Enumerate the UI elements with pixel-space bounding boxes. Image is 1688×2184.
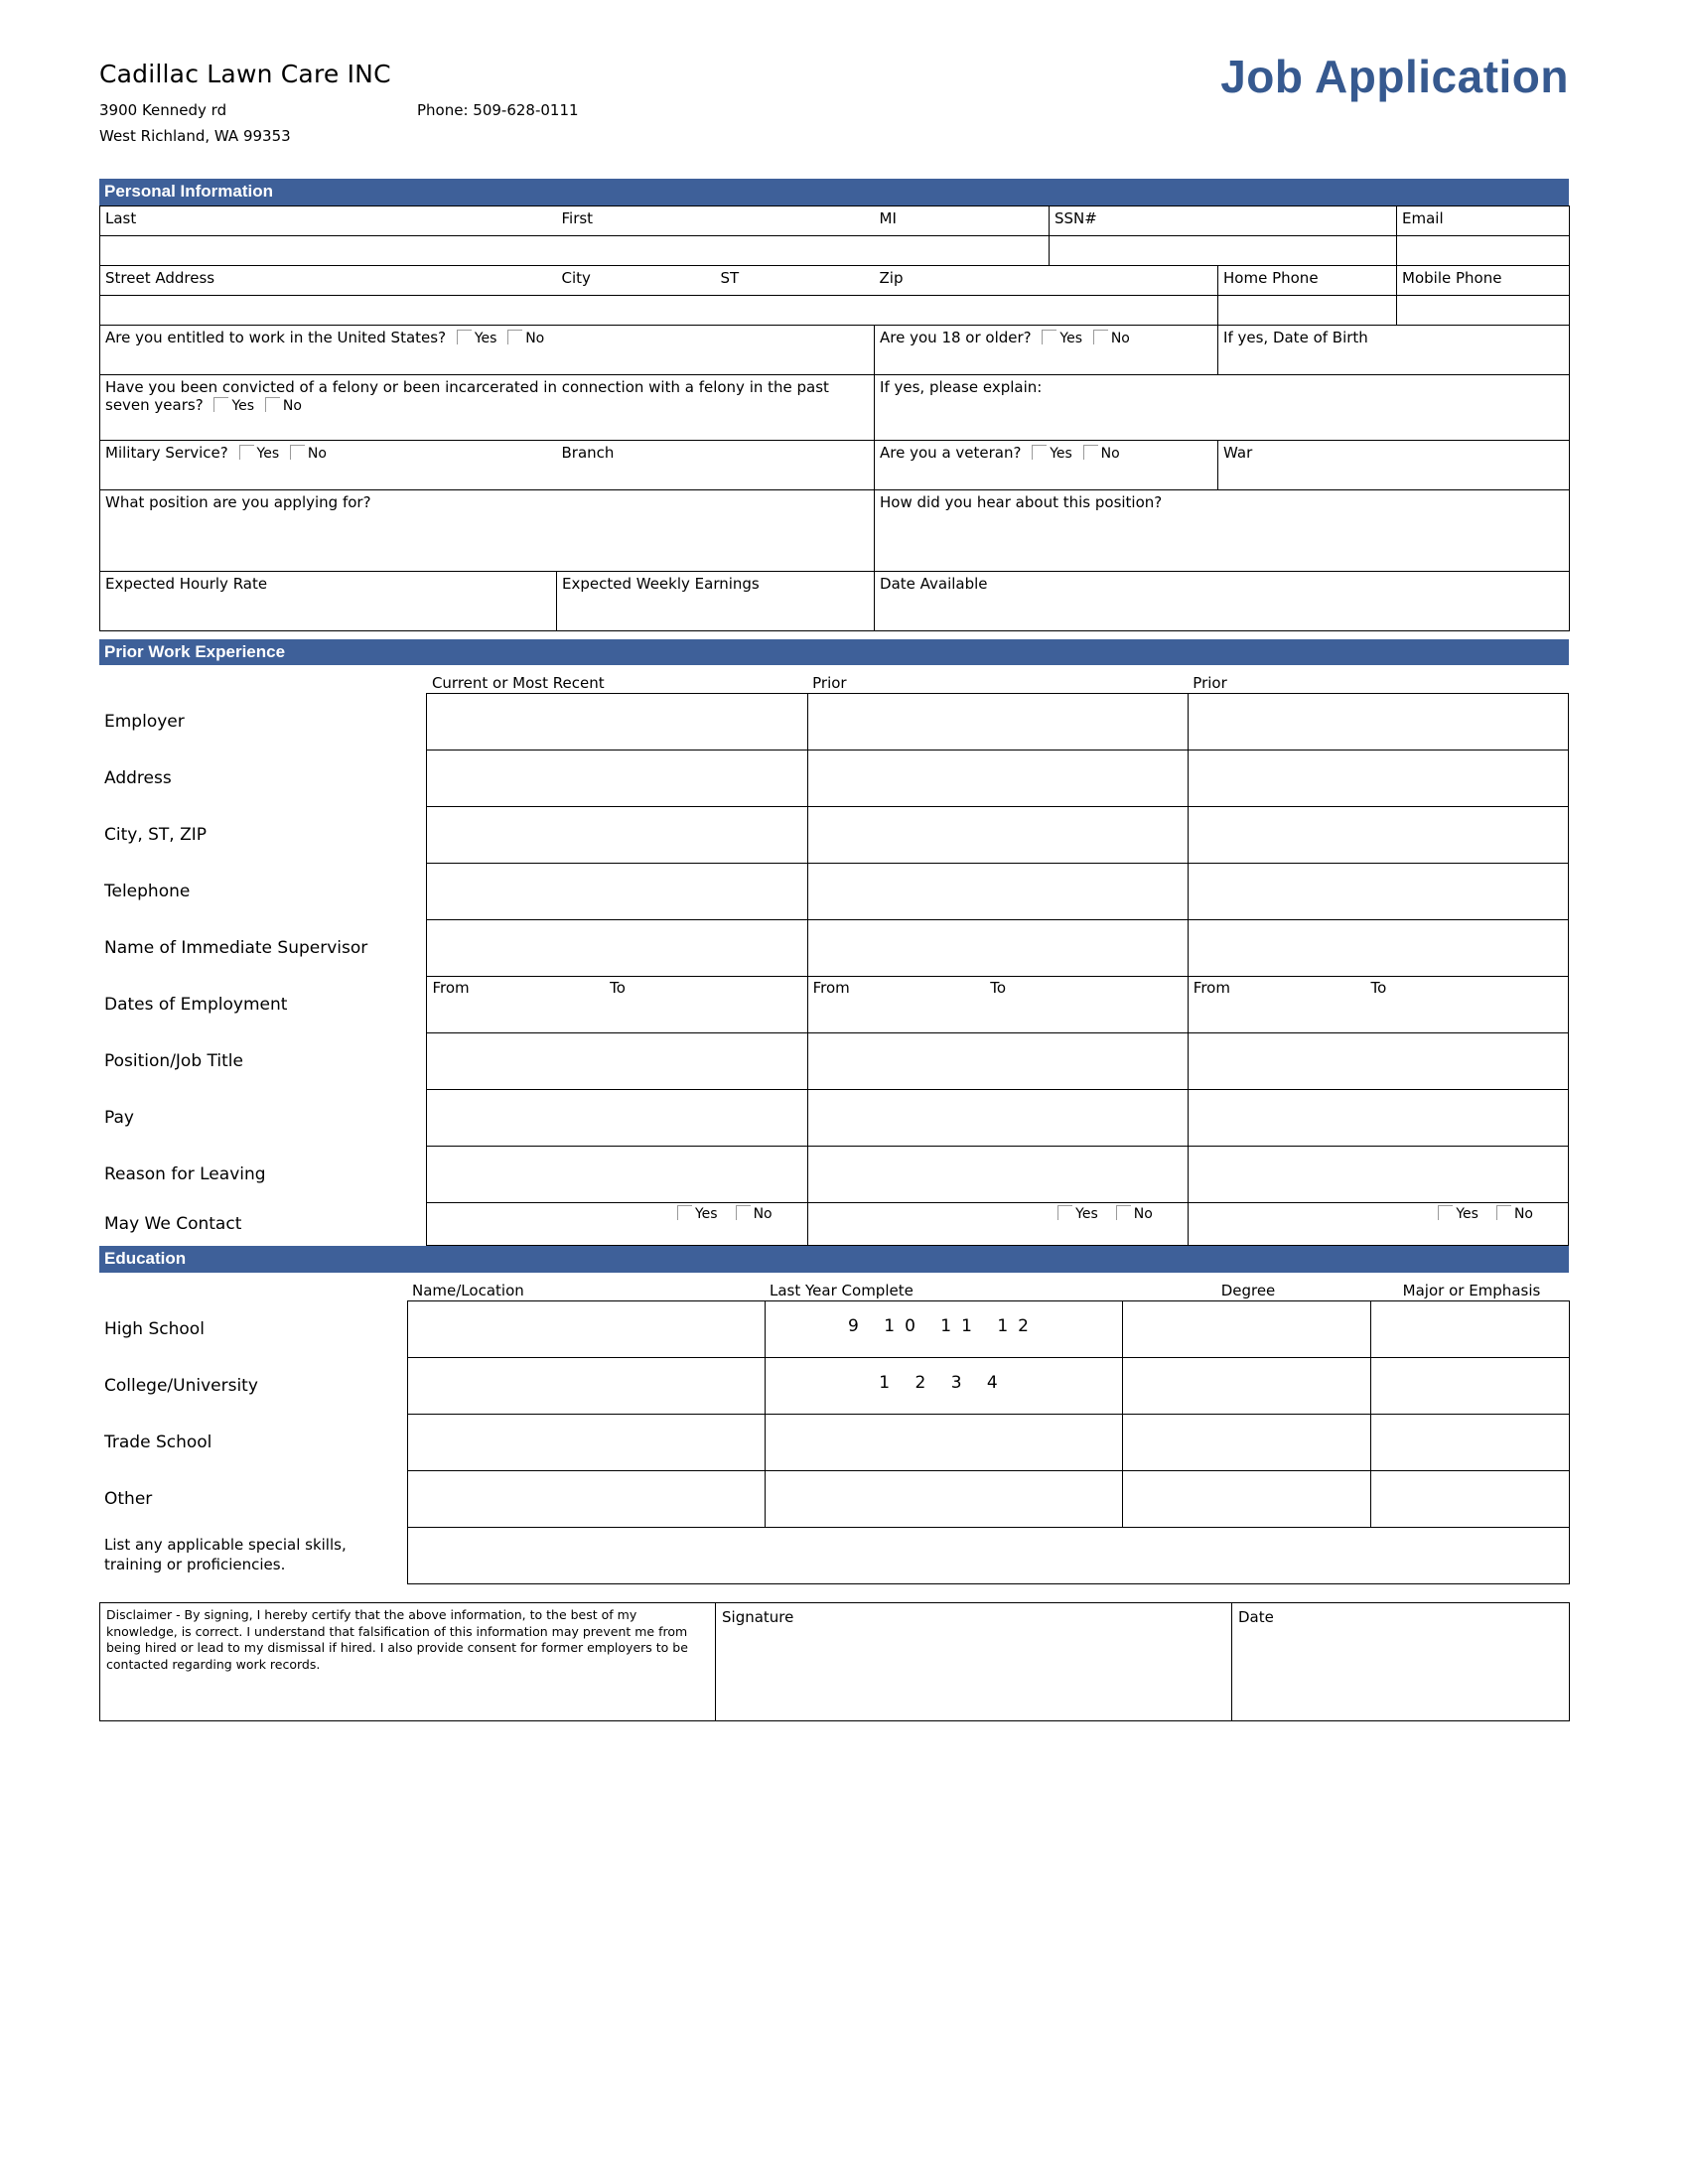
checkbox-felony-yes[interactable] (213, 398, 254, 414)
checkbox-label-no: No (1513, 1206, 1533, 1223)
work-cell-citystzip-current[interactable] (427, 807, 807, 864)
field-label-expected-weekly: Expected Weekly Earnings (562, 574, 760, 593)
field-email[interactable] (1397, 205, 1570, 235)
field-expected-hourly-rate[interactable] (100, 571, 557, 630)
checkbox-icon[interactable] (457, 330, 472, 344)
field-date-of-birth[interactable] (1218, 325, 1570, 374)
field-street-blank[interactable] (100, 295, 557, 325)
checkbox-age18-yes[interactable] (1042, 331, 1082, 346)
checkbox-icon[interactable] (1116, 1205, 1131, 1220)
field-ssn[interactable] (1050, 205, 1397, 235)
checkbox-icon[interactable] (1093, 330, 1108, 344)
work-cell-reason-current[interactable] (427, 1147, 807, 1203)
checkbox-veteran-yes[interactable] (1032, 446, 1072, 462)
work-column-header-prior-2: Prior (1193, 674, 1227, 693)
checkbox-icon[interactable] (1496, 1205, 1511, 1220)
work-cell-address-current[interactable] (427, 751, 807, 807)
field-label-felony-explain: If yes, please explain: (880, 377, 1043, 396)
checkbox-label-yes: Yes (1050, 445, 1072, 462)
work-row-label-may-we-contact: May We Contact (104, 1214, 242, 1235)
field-entitled-to-work[interactable] (100, 325, 875, 374)
checkbox-icon[interactable] (290, 445, 305, 460)
checkbox-icon[interactable] (1042, 330, 1056, 344)
field-home-phone-blank[interactable] (1218, 295, 1397, 325)
table-row (100, 374, 1570, 440)
field-label-ssn: SSN# (1055, 208, 1097, 227)
checkbox-icon[interactable] (1438, 1205, 1453, 1220)
field-first-name[interactable] (557, 205, 875, 235)
field-state[interactable] (716, 265, 875, 295)
field-label-first: First (561, 208, 594, 227)
education-cell-trade-name[interactable] (407, 1414, 765, 1470)
work-column-headers (99, 665, 1569, 694)
table-row (99, 1470, 1569, 1527)
field-veteran[interactable] (875, 440, 1218, 489)
education-cell-college-major[interactable] (1370, 1357, 1569, 1414)
field-label-state: ST (720, 268, 740, 287)
education-table (99, 1273, 1570, 1584)
field-label-date-of-birth: If yes, Date of Birth (1223, 328, 1368, 346)
education-cell-trade-years[interactable] (765, 1414, 1122, 1470)
table-row (100, 205, 1570, 235)
table-row (99, 1527, 1569, 1583)
work-cell-telephone-prior1[interactable] (807, 864, 1188, 920)
checkbox-label-yes: Yes (231, 397, 255, 414)
education-column-header-degree: Degree (1220, 1281, 1276, 1299)
field-label-zip: Zip (879, 268, 904, 287)
checkbox-icon[interactable] (1083, 445, 1098, 460)
work-cell-employer-current[interactable] (427, 694, 807, 751)
field-label-veteran: Are you a veteran? (880, 443, 1022, 462)
work-row-label-address: Address (104, 768, 172, 789)
education-college-year-options[interactable]: 1 2 3 4 (879, 1372, 1008, 1393)
field-first-name-blank[interactable] (557, 235, 875, 265)
checkbox-label-no: No (1110, 330, 1130, 346)
work-row-label-dates-employment: Dates of Employment (104, 995, 288, 1016)
field-felony-question[interactable] (100, 374, 875, 440)
work-cell-contact-prior2[interactable] (1188, 1203, 1568, 1246)
education-cell-highschool-name[interactable] (407, 1300, 765, 1357)
education-highschool-year-options[interactable]: 9 10 11 12 (848, 1315, 1039, 1336)
checkbox-icon[interactable] (507, 330, 522, 344)
table-row (100, 489, 1570, 571)
table-row (100, 440, 1570, 489)
table-row (100, 325, 1570, 374)
table-row (99, 751, 1569, 807)
field-label-expected-hourly: Expected Hourly Rate (105, 574, 268, 593)
field-label-city: City (561, 268, 591, 287)
checkbox-icon[interactable] (1057, 1205, 1072, 1220)
field-label-how-hear: How did you hear about this position? (880, 492, 1163, 511)
field-label-age-18: Are you 18 or older? (880, 328, 1032, 346)
table-row (100, 571, 1570, 630)
field-mobile-phone-blank[interactable] (1397, 295, 1570, 325)
field-home-phone[interactable] (1218, 265, 1397, 295)
work-row-label-pay: Pay (104, 1108, 134, 1129)
work-cell-address-prior1[interactable] (807, 751, 1188, 807)
field-ssn-blank[interactable] (1050, 235, 1397, 265)
work-cell-dates-current[interactable] (427, 977, 807, 1033)
work-row-label-telephone: Telephone (104, 882, 191, 902)
education-column-headers (99, 1273, 1569, 1301)
field-last-name[interactable] (100, 205, 557, 235)
checkbox-contact-prior1-no[interactable] (1116, 1205, 1153, 1222)
field-military-branch[interactable] (557, 440, 875, 489)
education-cell-college-years[interactable] (765, 1357, 1122, 1414)
field-zip[interactable] (875, 265, 1218, 295)
checkbox-label-no: No (307, 445, 327, 462)
work-cell-telephone-current[interactable] (427, 864, 807, 920)
section-header-personal-information: Personal Information (99, 179, 1569, 205)
date-label: Date (1238, 1607, 1274, 1626)
work-cell-employer-prior2[interactable] (1188, 694, 1568, 751)
education-column-header-major: Major or Emphasis (1402, 1281, 1541, 1299)
checkbox-label-yes: Yes (1456, 1206, 1478, 1223)
table-row (99, 1033, 1569, 1090)
field-label-military-service: Military Service? (105, 443, 228, 462)
field-label-felony: Have you been convicted of a felony or been incarcerated in connection with a felony in the past seven years? (105, 377, 829, 414)
disclaimer-text: Disclaimer - By signing, I hereby certify that the above information, to the best of my knowledge, is correct. I understand that falsification of this information may prevent me from being hired or lead to my dismissal if hired. I also provide consent for former employers to be contacted regarding work records. (106, 1606, 688, 1673)
table-row (99, 1090, 1569, 1147)
work-cell-supervisor-prior1[interactable] (807, 920, 1188, 977)
field-label-mi: MI (879, 208, 897, 227)
field-city[interactable] (557, 265, 716, 295)
checkbox-contact-prior2-yes[interactable] (1438, 1205, 1478, 1222)
work-cell-telephone-prior2[interactable] (1188, 864, 1568, 920)
work-cell-dates-prior1[interactable] (807, 977, 1188, 1033)
work-dates-from-label-prior1: From (812, 979, 850, 998)
work-cell-position-current[interactable] (427, 1033, 807, 1090)
field-expected-weekly-earnings[interactable] (557, 571, 875, 630)
field-label-branch: Branch (561, 443, 615, 462)
table-row-spacer (100, 235, 1570, 265)
table-row (99, 807, 1569, 864)
checkbox-entitled-work-no[interactable] (507, 331, 544, 346)
table-row (99, 1203, 1569, 1246)
checkbox-label-yes: Yes (1075, 1206, 1098, 1223)
work-dates-to-label-current: To (610, 979, 626, 998)
work-dates-to-label-prior2: To (1370, 979, 1387, 998)
work-dates-to-label-prior1: To (990, 979, 1007, 998)
field-zip-blank[interactable] (875, 295, 1218, 325)
education-row-label-high-school: High School (104, 1318, 205, 1339)
work-column-header-prior-1: Prior (812, 674, 847, 693)
checkbox-label-no: No (1100, 445, 1120, 462)
field-mi-blank[interactable] (875, 235, 1050, 265)
checkbox-icon[interactable] (677, 1205, 692, 1220)
field-position-applying-for[interactable] (100, 489, 875, 571)
work-cell-position-prior2[interactable] (1188, 1033, 1568, 1090)
table-row (99, 694, 1569, 751)
education-row-label-trade-school: Trade School (104, 1432, 212, 1452)
table-row (99, 1300, 1569, 1357)
table-row (99, 920, 1569, 977)
checkbox-age18-no[interactable] (1093, 331, 1130, 346)
work-cell-pay-current[interactable] (427, 1090, 807, 1147)
work-cell-pay-prior1[interactable] (807, 1090, 1188, 1147)
work-cell-position-prior1[interactable] (807, 1033, 1188, 1090)
field-date-available[interactable] (875, 571, 1570, 630)
field-felony-explanation[interactable] (875, 374, 1570, 440)
signature-cell[interactable] (716, 1602, 1232, 1720)
table-row (99, 1147, 1569, 1203)
field-label-mobile-phone: Mobile Phone (1402, 268, 1502, 287)
education-cell-trade-major[interactable] (1370, 1414, 1569, 1470)
work-cell-address-prior2[interactable] (1188, 751, 1568, 807)
education-row-label-college: College/University (104, 1375, 258, 1396)
date-cell[interactable] (1232, 1602, 1570, 1720)
education-cell-trade-degree[interactable] (1122, 1414, 1370, 1470)
checkbox-icon[interactable] (213, 397, 228, 412)
field-state-blank[interactable] (716, 295, 875, 325)
education-cell-highschool-years[interactable] (765, 1300, 1122, 1357)
work-row-label-position-title: Position/Job Title (104, 1051, 243, 1072)
section-header-prior-work-experience: Prior Work Experience (99, 639, 1569, 666)
field-label-date-available: Date Available (880, 574, 988, 593)
table-row (99, 977, 1569, 1033)
table-row (100, 1602, 1570, 1720)
checkbox-contact-prior1-yes[interactable] (1057, 1205, 1098, 1222)
checkbox-label-no: No (525, 330, 545, 346)
document-header (99, 51, 1569, 179)
company-name: Cadillac Lawn Care INC (99, 60, 391, 88)
field-last-name-blank[interactable] (100, 235, 557, 265)
education-cell-other-degree[interactable] (1122, 1470, 1370, 1527)
disclaimer-signature-table (99, 1602, 1570, 1721)
personal-information-table (99, 205, 1570, 631)
checkbox-icon[interactable] (239, 445, 254, 460)
checkbox-label-yes: Yes (256, 445, 280, 462)
work-cell-contact-current[interactable] (427, 1203, 807, 1246)
work-row-label-spacer (99, 665, 427, 694)
checkbox-contact-current-yes[interactable] (677, 1205, 718, 1222)
education-cell-special-skills[interactable] (407, 1527, 1569, 1583)
work-row-label-employer: Employer (104, 712, 185, 733)
work-cell-citystzip-prior1[interactable] (807, 807, 1188, 864)
checkbox-label-yes: Yes (694, 1206, 718, 1223)
work-cell-reason-prior2[interactable] (1188, 1147, 1568, 1203)
field-how-did-you-hear[interactable] (875, 489, 1570, 571)
education-cell-highschool-degree[interactable] (1122, 1300, 1370, 1357)
form-sheet (99, 51, 1569, 1721)
work-dates-from-label-prior2: From (1193, 979, 1230, 998)
prior-work-experience-table (99, 665, 1569, 1246)
work-column-header-current: Current or Most Recent (431, 674, 605, 693)
work-dates-from-label-current: From (432, 979, 470, 998)
table-row-spacer (100, 295, 1570, 325)
work-row-label-reason-leaving: Reason for Leaving (104, 1164, 266, 1185)
table-row (99, 1414, 1569, 1470)
field-street-address[interactable] (100, 265, 557, 295)
checkbox-military-no[interactable] (290, 446, 327, 462)
education-column-header-last-year: Last Year Complete (770, 1281, 914, 1299)
checkbox-contact-prior2-no[interactable] (1496, 1205, 1533, 1222)
checkbox-contact-current-no[interactable] (736, 1205, 773, 1222)
table-row (99, 1357, 1569, 1414)
table-row (99, 864, 1569, 920)
checkbox-veteran-no[interactable] (1083, 446, 1120, 462)
company-address-line1: 3900 Kennedy rd (99, 101, 227, 119)
field-label-position-applying: What position are you applying for? (105, 492, 371, 511)
checkbox-military-yes[interactable] (239, 446, 280, 462)
field-age-18-or-older[interactable] (875, 325, 1218, 374)
education-cell-other-name[interactable] (407, 1470, 765, 1527)
checkbox-icon[interactable] (736, 1205, 751, 1220)
education-row-label-special-skills: List any applicable special skills, training or proficiencies. (104, 1536, 347, 1573)
work-row-label-city-st-zip: City, ST, ZIP (104, 825, 208, 846)
field-city-blank[interactable] (557, 295, 716, 325)
checkbox-label-no: No (753, 1206, 773, 1223)
checkbox-icon[interactable] (265, 397, 280, 412)
work-cell-supervisor-current[interactable] (427, 920, 807, 977)
work-cell-employer-prior1[interactable] (807, 694, 1188, 751)
work-cell-dates-prior2[interactable] (1188, 977, 1568, 1033)
work-cell-pay-prior2[interactable] (1188, 1090, 1568, 1147)
education-cell-other-years[interactable] (765, 1470, 1122, 1527)
field-label-war: War (1223, 443, 1253, 462)
education-row-label-other: Other (104, 1488, 153, 1509)
field-label-entitled-to-work: Are you entitled to work in the United States? (105, 328, 447, 346)
field-military-service[interactable] (100, 440, 557, 489)
field-label-last: Last (105, 208, 137, 227)
checkbox-label-no: No (1133, 1206, 1153, 1223)
education-cell-other-major[interactable] (1370, 1470, 1569, 1527)
company-address-line2: West Richland, WA 99353 (99, 127, 291, 145)
field-mobile-phone[interactable] (1397, 265, 1570, 295)
document-title: Job Application (1220, 51, 1569, 102)
education-cell-highschool-major[interactable] (1370, 1300, 1569, 1357)
work-cell-citystzip-prior2[interactable] (1188, 807, 1568, 864)
checkbox-label-yes: Yes (474, 330, 497, 346)
work-cell-reason-prior1[interactable] (807, 1147, 1188, 1203)
field-label-street-address: Street Address (105, 268, 215, 287)
work-row-label-supervisor: Name of Immediate Supervisor (104, 938, 368, 959)
checkbox-label-no: No (282, 397, 302, 414)
section-header-education: Education (99, 1246, 1569, 1273)
checkbox-entitled-work-yes[interactable] (457, 331, 497, 346)
field-email-blank[interactable] (1397, 235, 1570, 265)
education-row-label-spacer (99, 1273, 407, 1301)
field-label-email: Email (1402, 208, 1444, 227)
signature-label: Signature (722, 1607, 794, 1626)
checkbox-label-yes: Yes (1059, 330, 1083, 346)
field-middle-initial[interactable] (875, 205, 1050, 235)
checkbox-felony-no[interactable] (265, 398, 302, 414)
field-label-home-phone: Home Phone (1223, 268, 1319, 287)
company-phone: Phone: 509-628-0111 (417, 101, 579, 119)
education-cell-college-degree[interactable] (1122, 1357, 1370, 1414)
field-war[interactable] (1218, 440, 1570, 489)
disclaimer-cell (100, 1602, 716, 1720)
work-cell-contact-prior1[interactable] (807, 1203, 1188, 1246)
education-column-header-name-location: Name/Location (412, 1281, 524, 1299)
education-cell-college-name[interactable] (407, 1357, 765, 1414)
checkbox-icon[interactable] (1032, 445, 1047, 460)
table-row (100, 265, 1570, 295)
work-cell-supervisor-prior2[interactable] (1188, 920, 1568, 977)
